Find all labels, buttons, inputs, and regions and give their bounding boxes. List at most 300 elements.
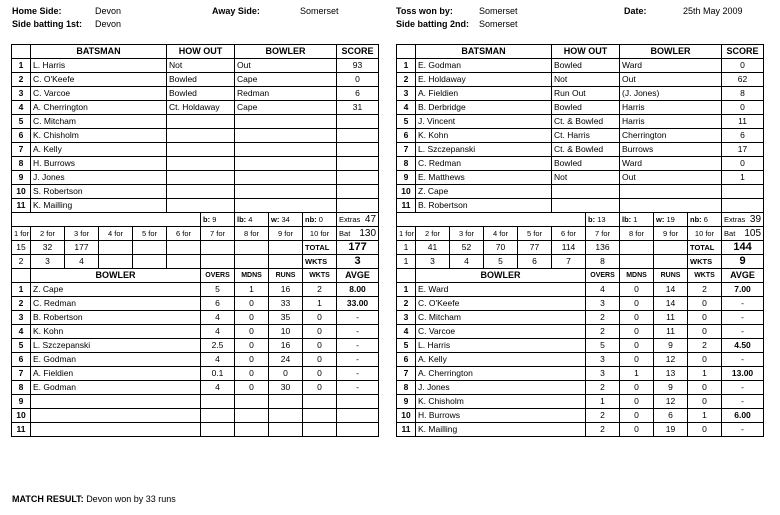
how-out [167,185,235,199]
total-label: TOTAL [688,241,722,255]
toss-label: Toss won by: [396,6,453,16]
bowler-overs: 5 [201,283,235,297]
fow-label: 3 for [450,227,484,241]
bowler-runs: 30 [269,381,303,395]
blank-cell [397,213,416,227]
bowler-wickets: 0 [303,353,337,367]
fow-batsman: 3 [31,255,65,269]
fow-score [99,241,133,255]
fow-score: 1 [397,241,416,255]
batting-row [397,171,764,185]
batsman-number: 8 [12,157,31,171]
how-out: Bowled [167,73,235,87]
bowler-maidens: 0 [620,423,654,437]
fow-batsman: 8 [586,255,620,269]
bowler-maidens: 0 [235,367,269,381]
how-out [167,143,235,157]
bowler-name: A. Kelly [416,353,586,367]
batsman-score: 62 [722,73,764,87]
fow-batsman [269,255,303,269]
fow-score [201,241,235,255]
dismissal-bowler [235,143,337,157]
bowler-name: C. Redman [31,297,201,311]
dismissal-bowler: Cape [235,73,337,87]
bowler-maidens [235,409,269,423]
fow-label: 2 for [416,227,450,241]
bowler-number: 10 [12,409,31,423]
dismissal-bowler: Ward [620,59,722,73]
leg-byes-label: lb: [237,215,247,224]
bowler-wickets: 1 [688,367,722,381]
fow-score: 136 [586,241,620,255]
batsman-header: BATSMAN [31,45,167,59]
how-out: Not [167,59,235,73]
away-side-label: Away Side: [212,6,260,16]
batsman-name: E. Godman [416,59,552,73]
fow-score [133,241,167,255]
bowler-number: 1 [397,283,416,297]
bowling-row [397,325,764,339]
bowler-maidens: 0 [235,325,269,339]
blank-cell [12,213,31,227]
fow-batsman [235,255,269,269]
how-out: Ct. Holdaway [167,101,235,115]
fow-score: 32 [31,241,65,255]
how-out [167,157,235,171]
bowler-name: Z. Cape [31,283,201,297]
batsman-score: 0 [722,59,764,73]
fow-label: 9 for [654,227,688,241]
bowler-wickets [303,409,337,423]
batsman-number: 10 [397,185,416,199]
dismissal-bowler [235,199,337,213]
bat-first-label: Side batting 1st: [12,19,83,29]
batsman-name: K. Mailling [31,199,167,213]
bowler-wickets: 1 [688,409,722,423]
batting-row [397,143,764,157]
bowler-maidens: 0 [620,395,654,409]
no-balls-label: nb: [690,215,702,224]
how-out: Ct. Harris [552,129,620,143]
extras-cell [722,213,764,227]
batsman-score: 0 [722,101,764,115]
fow-label: 10 for [688,227,722,241]
home-side-value: Devon [95,6,122,16]
dismissal-bowler: Cherrington [620,129,722,143]
how-out: Ct. & Bowled [552,115,620,129]
bowler-average: - [722,395,764,409]
leg-byes-value: 4 [248,215,253,224]
batsman-score: 0 [722,157,764,171]
how-out: Bowled [167,87,235,101]
scorecard-first-innings [11,44,379,437]
mdns-header: MDNS [620,269,654,283]
bowler-wickets: 0 [688,423,722,437]
bowler-name: K. Chisholm [416,395,586,409]
byes-label: b: [588,215,596,224]
bowler-wickets: 2 [688,339,722,353]
batsman-number: 4 [397,101,416,115]
bowler-number: 4 [397,325,416,339]
bowler-average: 13.00 [722,367,764,381]
byes [586,213,620,227]
bowler-overs: 6 [201,297,235,311]
batsman-number: 4 [12,101,31,115]
bowler-average: 33.00 [337,297,379,311]
dismissal-bowler [235,115,337,129]
bowler-wickets: 0 [688,297,722,311]
bowler-name: A. Fieldien [31,367,201,381]
bowling-row [12,297,379,311]
bowling-row [397,297,764,311]
bowler-average [337,395,379,409]
batsman-score [337,157,379,171]
bat-second-value: Somerset [479,19,518,29]
bowler-number: 3 [12,311,31,325]
bowler-name: K. Kohn [31,325,201,339]
avge-header: AVGE [337,269,379,283]
bowling-row [12,367,379,381]
bowler-average [337,423,379,437]
bowler-runs: 9 [654,339,688,353]
bowler-average: - [722,381,764,395]
how-out: Bowled [552,101,620,115]
bat-total: 105 [744,228,762,239]
wides-label: w: [271,215,280,224]
bowler-runs [269,423,303,437]
bowler-overs: 3 [586,367,620,381]
bowler-average: 8.00 [337,283,379,297]
bowler-number: 2 [12,297,31,311]
batsman-score [337,185,379,199]
bowler-number: 11 [12,423,31,437]
bowler-overs: 4 [201,381,235,395]
bowler-header: BOWLER [620,45,722,59]
bowler-runs: 16 [269,283,303,297]
byes-value: 13 [597,215,606,224]
fow-label: 4 for [484,227,518,241]
batting-row [397,199,764,213]
batsman-name: A. Kelly [31,143,167,157]
batsman-name: B. Derbridge [416,101,552,115]
batting-row [12,59,379,73]
bowler-average: - [337,311,379,325]
bowling-row [397,283,764,297]
bowler-number: 11 [397,423,416,437]
toss-value: Somerset [479,6,518,16]
leg-byes-value: 1 [633,215,638,224]
bowling-row [397,353,764,367]
batsman-number: 2 [397,73,416,87]
fow-label: 1 for [397,227,416,241]
bowler-number: 7 [397,367,416,381]
batsman-number: 1 [12,59,31,73]
bowler-overs: 3 [586,297,620,311]
no-balls-value: 0 [318,215,323,224]
wkts-label: WKTS [688,255,722,269]
bowler-number: 3 [397,311,416,325]
fow-score [235,241,269,255]
how-out: Bowled [552,157,620,171]
extras-label: Extras [339,215,361,224]
batsman-name: L. Harris [31,59,167,73]
extras-value: 47 [364,214,377,225]
batting-row [397,129,764,143]
bowler-header: BOWLER [235,45,337,59]
bowler-number: 10 [397,409,416,423]
leg-byes-label: lb: [622,215,632,224]
fow-score: 41 [416,241,450,255]
leg-byes [620,213,654,227]
dismissal-bowler [620,185,722,199]
bowler-maidens: 1 [620,367,654,381]
dismissal-bowler [620,199,722,213]
how-out [167,199,235,213]
how-out [167,129,235,143]
fow-label: 8 for [235,227,269,241]
bowler-maidens [235,395,269,409]
batsman-name: C. Redman [416,157,552,171]
bowler-runs: 13 [654,367,688,381]
bowling-row [12,395,379,409]
bowler-overs [201,423,235,437]
bowler-maidens: 0 [235,339,269,353]
batsman-number: 6 [397,129,416,143]
bowler-overs: 2 [586,381,620,395]
batting-row [12,115,379,129]
no-balls [688,213,722,227]
bowler-number: 5 [397,339,416,353]
bowler-number: 1 [12,283,31,297]
fow-score: 177 [65,241,99,255]
bowler-maidens: 0 [620,339,654,353]
batting-row [12,73,379,87]
bowler-maidens: 0 [620,353,654,367]
bowler-runs [269,395,303,409]
bowler-average: - [337,339,379,353]
bowler-runs: 11 [654,325,688,339]
wkts-header: WKTS [688,269,722,283]
fow-label: 5 for [133,227,167,241]
how-out: Bowled [552,59,620,73]
bowling-row [12,381,379,395]
batsman-score: 11 [722,115,764,129]
bowler-name: B. Robertson [31,311,201,325]
bowler-number: 7 [12,367,31,381]
bowler-name: C. Varcoe [416,325,586,339]
bowler-average: 4.50 [722,339,764,353]
batsman-number: 5 [12,115,31,129]
bat-label: Bat [339,229,351,238]
home-side-label: Home Side: [12,6,62,16]
bowler-wickets: 0 [303,311,337,325]
how-out [167,171,235,185]
bowler-number: 4 [12,325,31,339]
date-value: 25th May 2009 [683,6,743,16]
bowler-wickets: 2 [303,283,337,297]
batting-row [397,59,764,73]
bowler-maidens: 0 [620,283,654,297]
bowler-runs: 33 [269,297,303,311]
overs-header: OVERS [586,269,620,283]
batting-row [397,157,764,171]
bowler-wickets [303,423,337,437]
dismissal-bowler: Ward [620,157,722,171]
bowler-runs: 19 [654,423,688,437]
bowling-row [397,339,764,353]
bowler-name: C. Mitcham [416,311,586,325]
bowler-wickets: 0 [303,367,337,381]
how-out-header: HOW OUT [552,45,620,59]
bowler-overs: 4 [201,325,235,339]
extras-cell [337,213,379,227]
score-header: SCORE [337,45,379,59]
batsman-number: 3 [397,87,416,101]
wides-value: 34 [281,215,290,224]
how-out [552,185,620,199]
dismissal-bowler [235,157,337,171]
bowler-name: E. Godman [31,381,201,395]
wkts-header: WKTS [303,269,337,283]
bowler-runs: 10 [269,325,303,339]
bowling-row [12,353,379,367]
batsman-name: C. O'Keefe [31,73,167,87]
bowler-runs: 14 [654,283,688,297]
runs-header: RUNS [269,269,303,283]
fow-score: 15 [12,241,31,255]
batsman-header: BATSMAN [416,45,552,59]
batsman-name: S. Robertson [31,185,167,199]
fow-label: 5 for [518,227,552,241]
bowler-runs [269,409,303,423]
bowler-wickets: 0 [688,311,722,325]
bowler-average: 6.00 [722,409,764,423]
batsman-name: A. Fieldien [416,87,552,101]
bowler-name: L. Harris [416,339,586,353]
num-head [397,269,416,283]
scorecard-second-innings [396,44,764,437]
bowler-wickets: 2 [688,283,722,297]
bowler-overs: 4 [586,283,620,297]
avge-header: AVGE [722,269,764,283]
batsman-score [337,199,379,213]
batting-row [12,101,379,115]
batsman-score: 93 [337,59,379,73]
bowler-overs: 2.5 [201,339,235,353]
dismissal-bowler: Redman [235,87,337,101]
batting-row [12,129,379,143]
batting-row [12,143,379,157]
bowler-number: 6 [12,353,31,367]
bat-cell [337,227,379,241]
batsman-number: 9 [397,171,416,185]
bowler-average: - [722,325,764,339]
fow-score: 77 [518,241,552,255]
num-head [12,45,31,59]
num-head [12,269,31,283]
no-balls-label: nb: [305,215,317,224]
batsman-score [337,115,379,129]
batsman-score [337,171,379,185]
batsman-score: 6 [337,87,379,101]
batsman-number: 8 [397,157,416,171]
bowler-analysis-header: BOWLER [416,269,586,283]
bowling-row [397,367,764,381]
dismissal-bowler: Out [235,59,337,73]
bowling-row [12,423,379,437]
bowler-name: A. Cherrington [416,367,586,381]
batting-row [397,185,764,199]
bowler-name: E. Godman [31,353,201,367]
bowler-maidens: 0 [235,297,269,311]
how-out: Ct. & Bowled [552,143,620,157]
batsman-name: A. Cherrington [31,101,167,115]
bowler-average: - [722,423,764,437]
dismissal-bowler [235,129,337,143]
fow-score: 52 [450,241,484,255]
batting-row [397,87,764,101]
match-result-value: Devon won by 33 runs [86,494,176,504]
batsman-score: 31 [337,101,379,115]
batsman-name: J. Jones [31,171,167,185]
batting-row [12,199,379,213]
fow-batsman: 4 [65,255,99,269]
extras-value: 39 [749,214,762,225]
how-out [552,199,620,213]
fow-label: 7 for [586,227,620,241]
fow-label: 8 for [620,227,654,241]
bowling-row [397,381,764,395]
batsman-name: K. Kohn [416,129,552,143]
bowler-overs: 4 [201,311,235,325]
fow-label: 6 for [167,227,201,241]
extras-label: Extras [724,215,746,224]
batsman-number: 1 [397,59,416,73]
dismissal-bowler: (J. Jones) [620,87,722,101]
dismissal-bowler: Cape [235,101,337,115]
fow-batsman [654,255,688,269]
fow-label: 1 for [12,227,31,241]
bowler-maidens: 0 [620,311,654,325]
fow-score [620,241,654,255]
dismissal-bowler: Burrows [620,143,722,157]
bowler-number: 6 [397,353,416,367]
byes-label: b: [203,215,211,224]
batsman-name: C. Varcoe [31,87,167,101]
bowler-overs [201,409,235,423]
date-label: Date: [624,6,647,16]
no-balls [303,213,337,227]
bowler-number: 8 [397,381,416,395]
fow-score [269,241,303,255]
overs-header: OVERS [201,269,235,283]
batsman-name: K. Chisholm [31,129,167,143]
byes-value: 9 [212,215,217,224]
bowler-overs: 2 [586,409,620,423]
bowler-wickets: 0 [688,395,722,409]
batsman-score [337,129,379,143]
bowling-row [12,409,379,423]
batting-row [12,171,379,185]
fow-label: 2 for [31,227,65,241]
bowler-overs: 5 [586,339,620,353]
wkts-label: WKTS [303,255,337,269]
batsman-score [722,185,764,199]
total-value: 177 [337,241,379,255]
bowler-name [31,395,201,409]
bowler-maidens: 0 [620,297,654,311]
bowler-runs: 11 [654,311,688,325]
